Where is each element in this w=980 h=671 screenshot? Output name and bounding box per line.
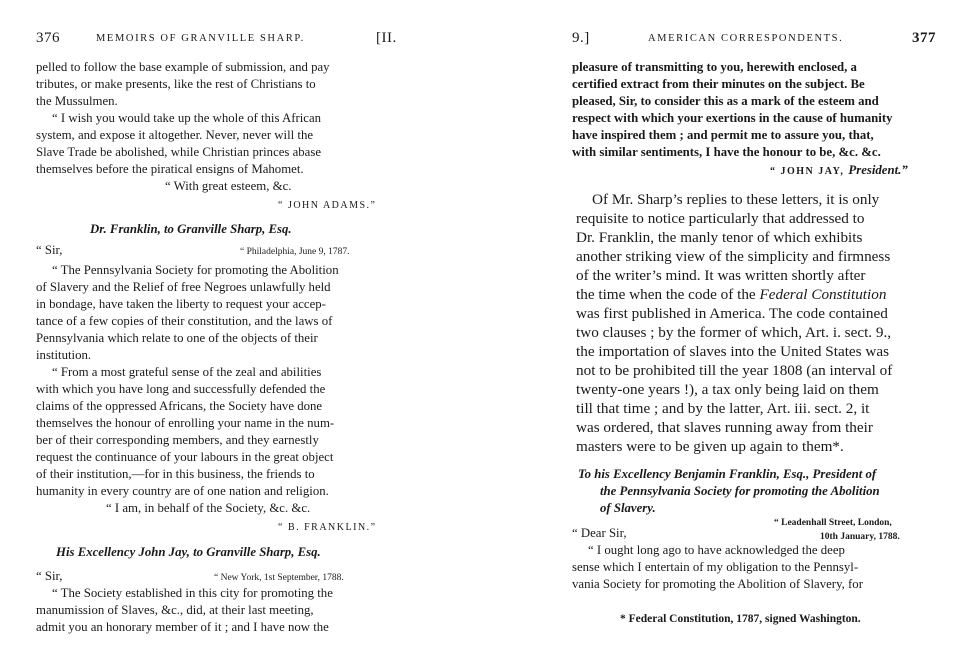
- reply-heading: To his Excellency Benjamin Franklin, Esq., President of: [578, 467, 877, 481]
- text-line: pleased, Sir, to consider this as a mark of the esteem and: [572, 94, 879, 108]
- text-line: of Slavery and the Relief of free Negroes unlawfully held: [36, 280, 331, 294]
- text-line: sense which I entertain of my obligation to the Pennsyl-: [572, 560, 859, 574]
- jay-dateline: “ New York, 1st September, 1788.: [214, 573, 344, 583]
- narrative-line: requisite to notice particularly that addressed to: [576, 210, 865, 227]
- signature-jay: [770, 162, 908, 180]
- narrative-fragment: the time when the code of the: [576, 286, 760, 303]
- text-line: “ With great esteem, &c.: [165, 179, 292, 193]
- text-line: certified extract from their minutes on the subject. Be: [572, 77, 865, 91]
- section-mark: [II.: [376, 30, 397, 46]
- right-page: [490, 0, 980, 671]
- text-line: humanity in every country are of one nation and religion.: [36, 484, 329, 498]
- text-line: the Mussulmen.: [36, 94, 118, 108]
- federal-constitution-emphasis: Federal Constitution: [759, 286, 887, 303]
- running-head-left: [36, 30, 476, 50]
- signature-mark: 9.]: [572, 30, 590, 46]
- text-line: “ I ought long ago to have acknowledged the deep: [588, 543, 845, 557]
- text-line: pelled to follow the base example of submission, and pay: [36, 60, 330, 74]
- text-line: with similar sentiments, I have the honour to be, &c. &c.: [572, 145, 881, 159]
- narrative-line: twenty-one years !), a tax only being laid on them: [576, 381, 879, 398]
- narrative-line: [576, 285, 886, 304]
- narrative-line: the importation of slaves into the United States was: [576, 343, 889, 360]
- franklin-letter-heading: Dr. Franklin, to Granville Sharp, Esq.: [90, 222, 292, 236]
- text-line: “ The Pennsylvania Society for promoting the Abolition: [52, 263, 339, 277]
- running-title-left: MEMOIRS OF GRANVILLE SHARP.: [96, 33, 305, 44]
- text-line: “ I wish you would take up the whole of this African: [52, 111, 322, 125]
- narrative-line: of the writer’s mind. It was written shortly after: [576, 267, 866, 284]
- text-line: Pennsylvania which relate to one of the objects of their: [36, 331, 318, 345]
- text-line: respect with which your exertions in the cause of humanity: [572, 111, 893, 125]
- text-line: system, and expose it altogether. Never, never will the: [36, 128, 314, 142]
- running-head-right: [572, 30, 962, 50]
- signature-adams: “ JOHN ADAMS.”: [278, 200, 377, 211]
- signature-jay-title: President.”: [848, 163, 908, 177]
- narrative-line: Dr. Franklin, the manly tenor of which exhibits: [576, 229, 863, 246]
- text-line: vania Society for promoting the Abolition of Slavery, for: [572, 577, 863, 591]
- page-number-right: 377: [912, 30, 936, 46]
- narrative-line: masters were to be given up again to them*.: [576, 438, 844, 455]
- text-line: Slave Trade be abolished, while Christian princes abase: [36, 145, 322, 159]
- text-line: in bondage, have taken the liberty to request your accep-: [36, 297, 326, 311]
- text-line: with which you have long and successfully defended the: [36, 382, 326, 396]
- text-line: manumission of Slaves, &c., did, at their last meeting,: [36, 603, 314, 617]
- text-line: admit you an honorary member of it ; and I have now the: [36, 620, 329, 634]
- narrative-line: two clauses ; by the former of which, Art. i. sect. 9.,: [576, 324, 892, 341]
- narrative-line: not to be prohibited till the year 1808 (an interval of: [576, 362, 893, 379]
- narrative-line: till that time ; and by the latter, Art. iii. sect. 2, it: [576, 400, 870, 417]
- narrative-line: another striking view of the simplicity and firmness: [576, 248, 891, 265]
- text-line: ber of their corresponding members, and they earnestly: [36, 433, 319, 447]
- franklin-salutation: “ Sir,: [36, 243, 63, 257]
- narrative-line: was ordered, that slaves running away from their: [576, 419, 873, 436]
- reply-heading: the Pennsylvania Society for promoting the Abolition: [600, 484, 880, 498]
- text-line: pleasure of transmitting to you, herewith enclosed, a: [572, 60, 857, 74]
- running-title-right: AMERICAN CORRESPONDENTS.: [648, 33, 844, 44]
- text-line: “ The Society established in this city for promoting the: [52, 586, 333, 600]
- narrative-line: Of Mr. Sharp’s replies to these letters, it is only: [592, 191, 880, 208]
- text-line: “ From a most grateful sense of the zeal and abilities: [52, 365, 322, 379]
- footnote: * Federal Constitution, 1787, signed Washington.: [620, 613, 861, 625]
- text-line: claims of the oppressed Africans, the Society have done: [36, 399, 323, 413]
- text-line: have inspired them ; and permit me to assure you, that,: [572, 128, 874, 142]
- reply-heading: of Slavery.: [600, 501, 656, 515]
- reply-address: “ Leadenhall Street, London,: [774, 518, 892, 528]
- reply-salutation: “ Dear Sir,: [572, 526, 627, 540]
- text-line: “ I am, in behalf of the Society, &c. &c.: [106, 501, 311, 515]
- narrative-line: was first published in America. The code contained: [576, 305, 888, 322]
- text-line: institution.: [36, 348, 92, 362]
- text-line: tributes, or make presents, like the rest of Christians to: [36, 77, 316, 91]
- franklin-dateline: “ Philadelphia, June 9, 1787.: [240, 247, 350, 257]
- signature-franklin: “ B. FRANKLIN.”: [278, 522, 377, 533]
- text-line: themselves before the piratical ensigns of Mahomet.: [36, 162, 304, 176]
- text-line: of their institution,—for in this business, the friends to: [36, 467, 315, 481]
- text-line: request the continuance of your labours in the great object: [36, 450, 334, 464]
- reply-date: 10th January, 1788.: [820, 532, 900, 542]
- jay-salutation: “ Sir,: [36, 569, 63, 583]
- text-line: tance of a few copies of their constitution, and the laws of: [36, 314, 333, 328]
- text-line: themselves the honour of enrolling your name in the num-: [36, 416, 335, 430]
- page-number-left: 376: [36, 30, 60, 46]
- jay-letter-heading: His Excellency John Jay, to Granville Sharp, Esq.: [56, 545, 321, 559]
- signature-jay-name: “ JOHN JAY,: [770, 166, 849, 177]
